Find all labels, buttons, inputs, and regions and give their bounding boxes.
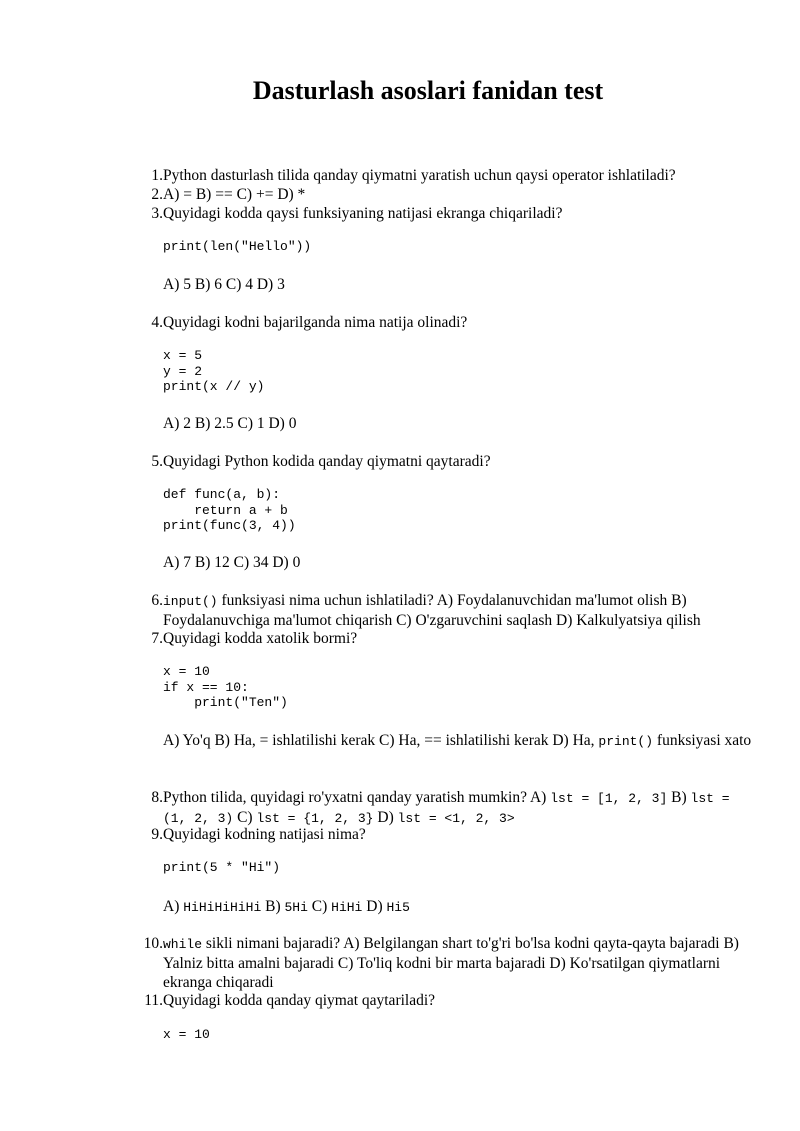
- question-number: 5.: [151, 453, 163, 470]
- question-8: [151, 788, 753, 828]
- answer-options: [163, 897, 753, 917]
- question-number: 2.: [151, 186, 163, 203]
- code-block: x = 10: [163, 1027, 210, 1042]
- question-5: [151, 452, 753, 471]
- inline-code: while: [163, 937, 203, 952]
- question-text: Quyidagi kodni bajarilganda nima natija olinadi?: [163, 314, 468, 331]
- question-text: Quyidagi kodning natijasi nima?: [163, 826, 366, 843]
- inline-code: print(): [598, 734, 654, 749]
- question-text: Python tilida, quyidagi ro'yxatni qanday yaratish mumkin? A): [163, 789, 551, 806]
- inline-code: lst = [1, 2, 3]: [550, 791, 668, 806]
- question-3: [151, 204, 753, 223]
- question-text: funksiyasi nima uchun ishlatiladi? A) Foydalanuvchidan ma'lumot olish B) Foydalanuvchiga ma'lumot chiqarish C) O'zgaruvchini saqlash D) Kalkulyatsiya qilish: [163, 592, 701, 629]
- question-text: Python dasturlash tilida qanday qiymatni yaratish uchun qaysi operator ishlatiladi?: [163, 167, 676, 184]
- answer-options: A) 5 B) 6 C) 4 D) 3: [163, 276, 285, 293]
- code-block: print(len("Hello")): [163, 239, 312, 254]
- inline-code: lst = {1, 2, 3}: [256, 811, 374, 826]
- question-text: sikli nimani bajaradi? A) Belgilangan shart to'g'ri bo'lsa kodni qayta-qayta bajaradi B) Yalniz bitta amalni bajaradi C) To'liq kodni bir marta bajaradi D) Ko'rsatilgan qiymatlarni ekranga chiqaradi: [163, 935, 739, 991]
- answer-options: A) 2 B) 2.5 C) 1 D) 0: [163, 415, 297, 432]
- question-number: 3.: [151, 205, 163, 222]
- question-text: A) = B) == C) += D) *: [163, 186, 306, 203]
- question-text: Quyidagi kodda qaysi funksiyaning natijasi ekranga chiqariladi?: [163, 205, 563, 222]
- question-11: [144, 991, 753, 1010]
- question-text: Quyidagi kodda qanday qiymat qaytariladi?: [163, 992, 436, 1009]
- inline-code: lst = (1, 2, 3): [163, 791, 730, 826]
- code-block: x = 10 if x == 10: print("Ten"): [163, 664, 288, 710]
- question-4: [151, 313, 753, 332]
- question-text: Quyidagi kodda xatolik bormi?: [163, 630, 358, 647]
- question-number: 11.: [144, 992, 163, 1009]
- inline-code: 5Hi: [284, 900, 308, 915]
- question-text: B): [667, 789, 691, 806]
- question-7: [151, 629, 753, 648]
- answer-text: A) Yo'q B) Ha, = ishlatilishi kerak C) Ha, == ishlatilishi kerak D) Ha,: [163, 732, 599, 749]
- answer-label: C): [307, 898, 332, 915]
- inline-code: HiHi: [331, 900, 363, 915]
- inline-code: lst = <1, 2, 3>: [397, 811, 515, 826]
- question-number: 1.: [151, 167, 163, 184]
- question-9: [151, 825, 753, 844]
- answer-label: B): [261, 898, 285, 915]
- question-6: [151, 591, 753, 630]
- answer-options: [163, 731, 753, 751]
- question-text: D): [373, 809, 398, 826]
- question-number: 6.: [151, 592, 163, 609]
- answer-options: A) 7 B) 12 C) 34 D) 0: [163, 554, 301, 571]
- inline-code: Hi5: [386, 900, 410, 915]
- question-1: [151, 166, 753, 185]
- question-10: [143, 934, 753, 992]
- question-number: 7.: [151, 630, 163, 647]
- inline-code: input(): [163, 594, 218, 609]
- code-block: x = 5 y = 2 print(x // y): [163, 348, 265, 394]
- code-block: print(5 * "Hi"): [163, 860, 281, 875]
- question-number: 4.: [151, 314, 163, 331]
- question-text: C): [233, 809, 257, 826]
- question-number: 9.: [151, 826, 163, 843]
- question-2: [151, 185, 753, 204]
- answer-text: funksiyasi xato: [653, 732, 752, 749]
- answer-label: D): [362, 898, 387, 915]
- document-title: Dasturlash asoslari fanidan test: [252, 76, 604, 105]
- code-block: def func(a, b): return a + b print(func(3, 4)): [163, 487, 296, 533]
- question-number: 10.: [143, 935, 163, 952]
- question-number: 8.: [151, 789, 163, 806]
- answer-label: A): [163, 898, 184, 915]
- question-text: Quyidagi Python kodida qanday qiymatni qaytaradi?: [163, 453, 491, 470]
- inline-code: HiHiHiHiHi: [183, 900, 262, 915]
